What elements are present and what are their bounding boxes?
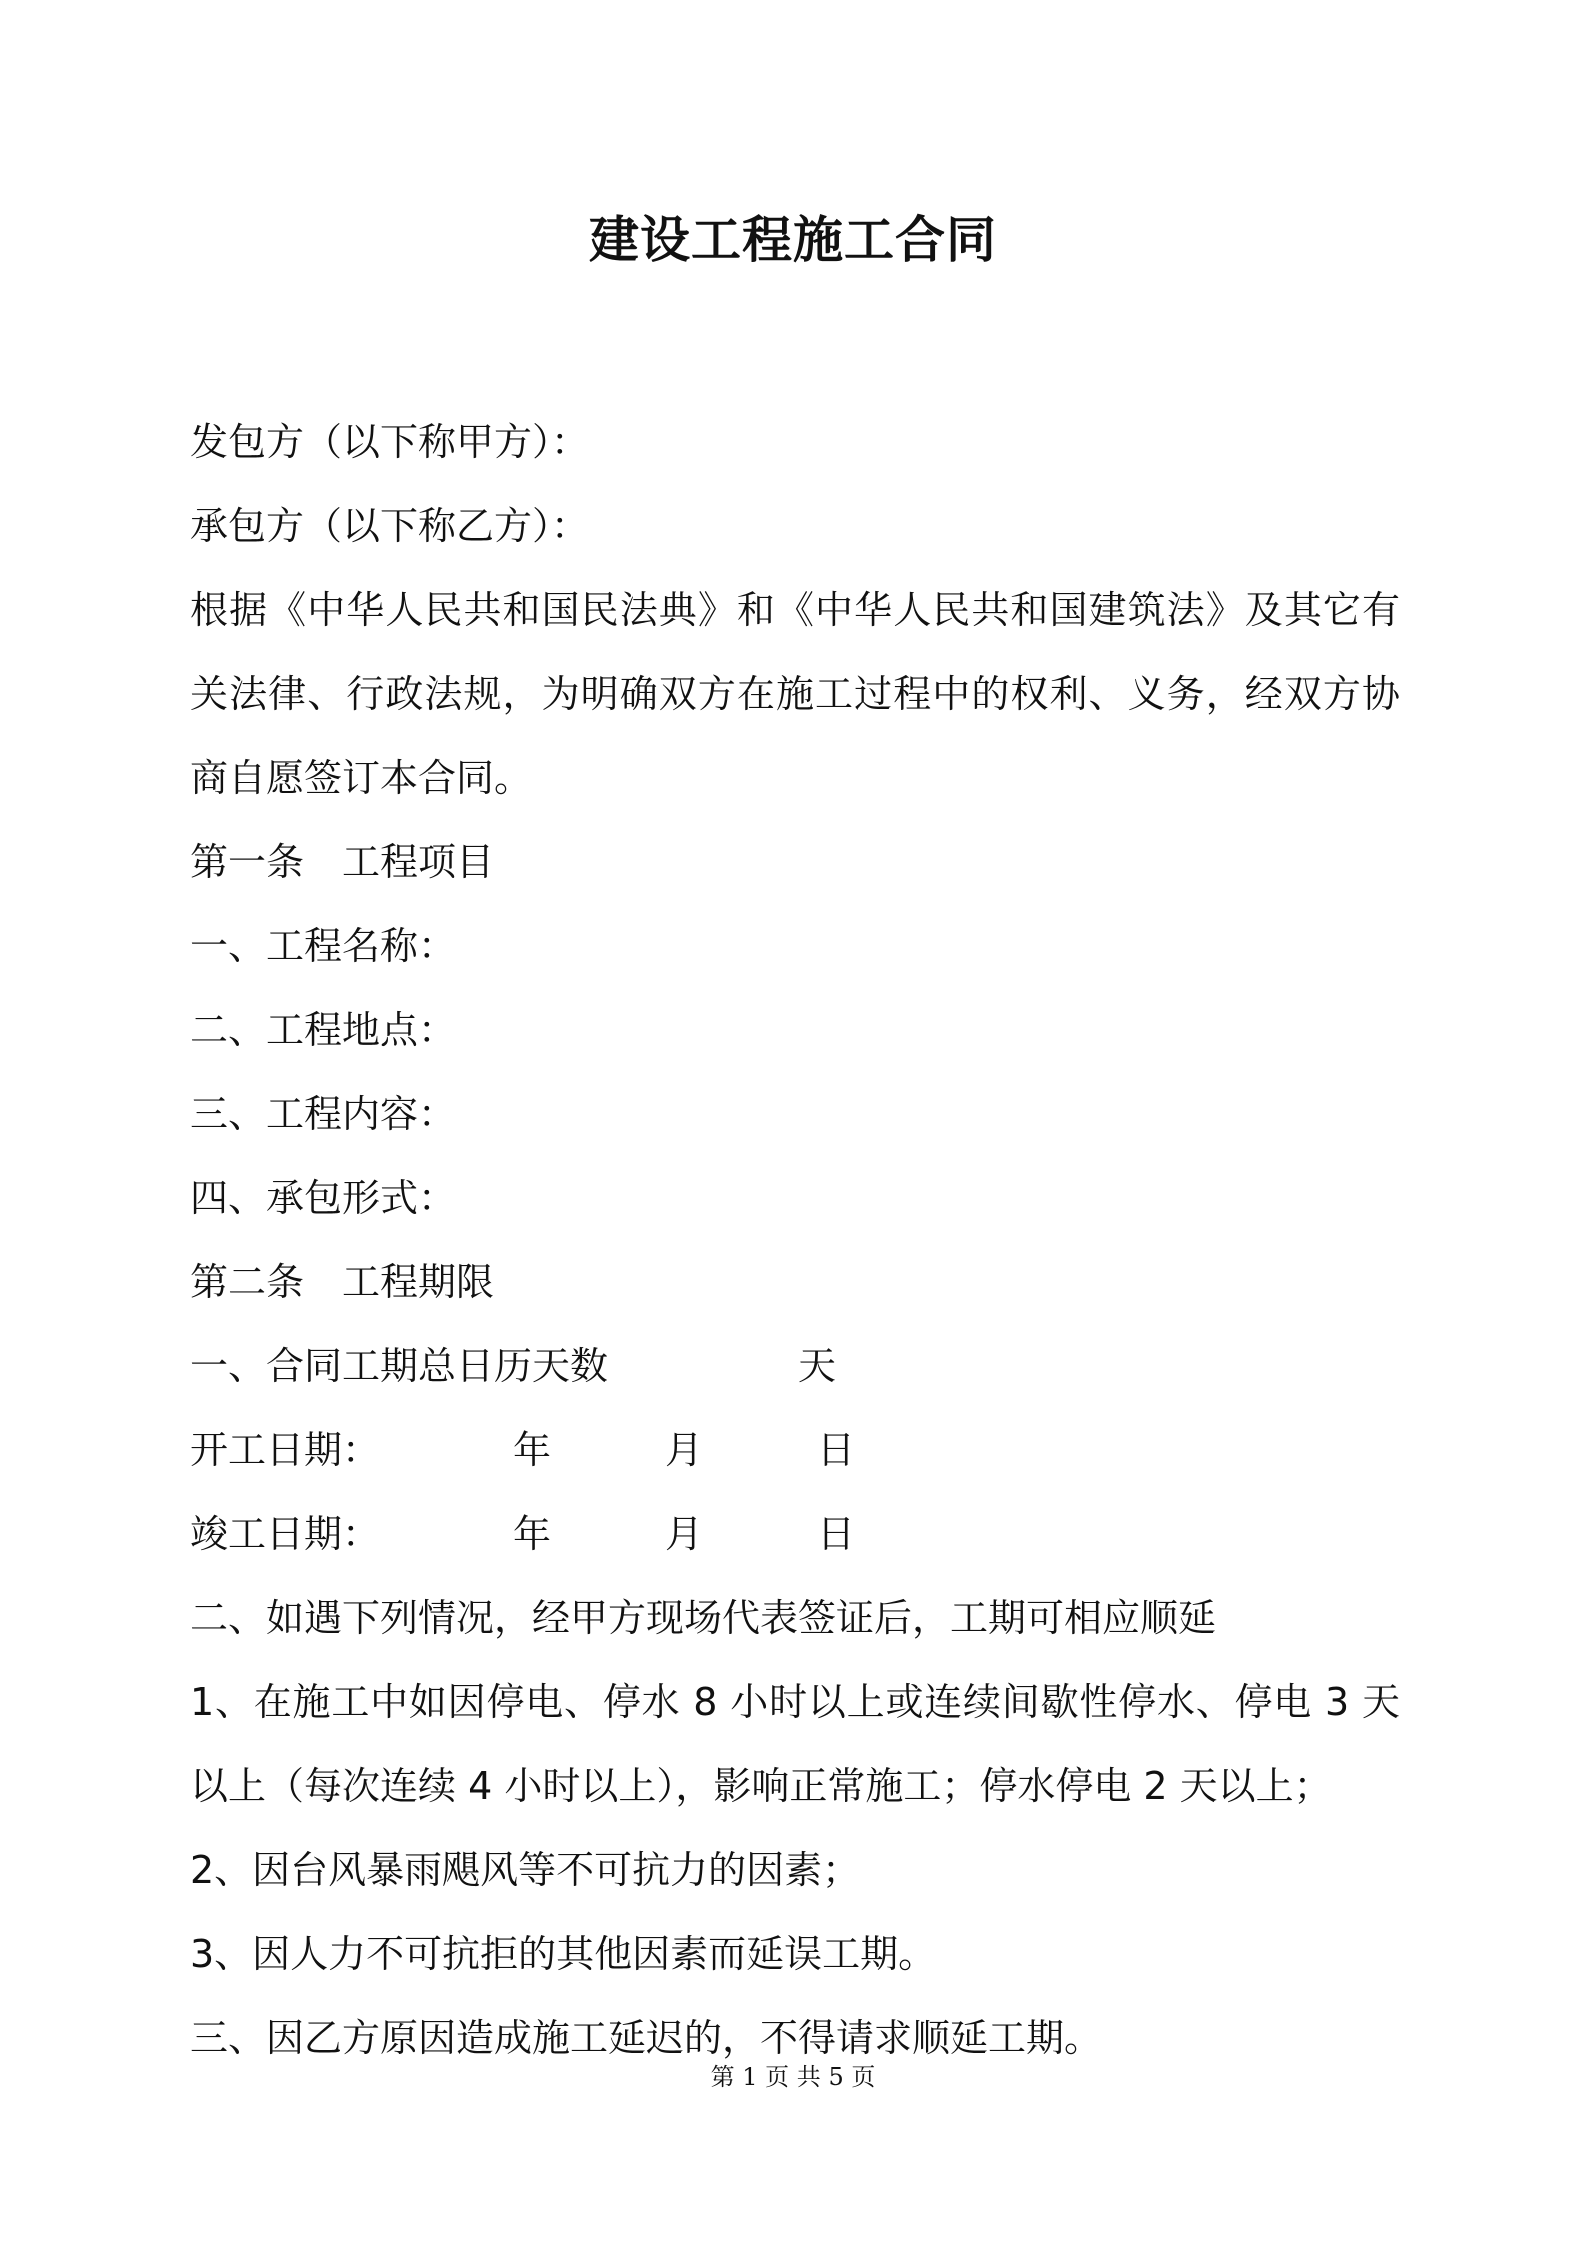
extension-heading: 二、如遇下列情况，经甲方现场代表签证后，工期可相应顺延: [190, 1596, 1217, 1640]
page-footer: 第 1 页 共 5 页: [710, 2063, 876, 2091]
extension-item-3: 3、因人力不可抗拒的其他因素而延误工期。: [190, 1932, 937, 1976]
total-days-line: 一、合同工期总日历天数 天: [190, 1344, 837, 1388]
project-content-item: 三、工程内容：: [190, 1092, 457, 1136]
document-title: 建设工程施工合同: [589, 211, 997, 269]
document-body: [190, 400, 1400, 2080]
end-date-line: 竣工日期： 年 月 日: [190, 1512, 856, 1556]
contract-form-item: 四、承包形式：: [190, 1176, 457, 1220]
article1-heading: 第一条 工程项目: [190, 840, 495, 884]
extension-item-1: 1、在施工中如因停电、停水 8 小时以上或连续间歇性停水、停电 3 天以上（每次连续 4 小时以上），影响正常施工；停水停电 2 天以上；: [190, 1680, 1400, 1808]
party-a-line: 发包方（以下称甲方）：: [190, 420, 590, 464]
intro-paragraph: 根据《中华人民共和国民法典》和《中华人民共和国建筑法》及其它有关法律、行政法规，为明确双方在施工过程中的权利、义务，经双方协商自愿签订本合同。: [190, 588, 1400, 800]
extension-item-2: 2、因台风暴雨飓风等不可抗力的因素；: [190, 1848, 861, 1892]
project-name-item: 一、工程名称：: [190, 924, 457, 968]
article2-heading: 第二条 工程期限: [190, 1260, 495, 1304]
party-b-line: 承包方（以下称乙方）：: [190, 504, 590, 548]
project-location-item: 二、工程地点：: [190, 1008, 457, 1052]
start-date-line: 开工日期： 年 月 日: [190, 1428, 856, 1472]
clause-3: 三、因乙方原因造成施工延迟的，不得请求顺延工期。: [190, 2016, 1103, 2060]
